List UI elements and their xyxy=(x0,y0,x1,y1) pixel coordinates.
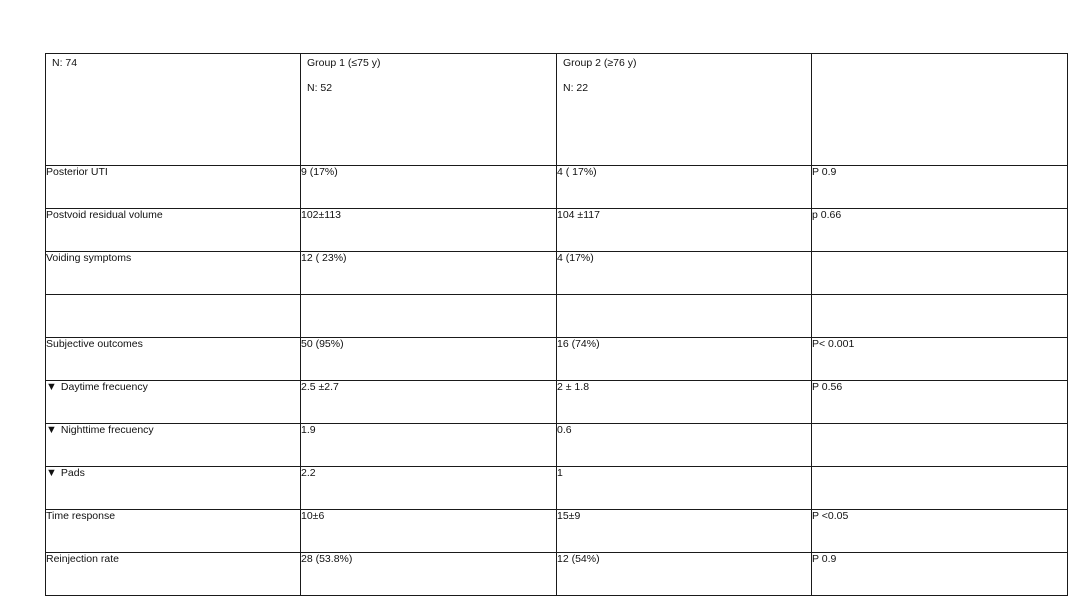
table-row xyxy=(46,338,1068,381)
header-cell-group1 xyxy=(301,54,557,166)
table-row xyxy=(46,553,1068,596)
table-row xyxy=(46,166,1068,209)
group1-value: 50 (95%) xyxy=(301,338,557,381)
group1-title: Group 1 (≤75 y) xyxy=(307,57,381,69)
group2-value: 1 xyxy=(557,467,812,510)
header-cell-group2 xyxy=(557,54,812,166)
group1-value: 10±6 xyxy=(301,510,557,553)
group1-value: 28 (53.8%) xyxy=(301,553,557,596)
row-label: Voiding symptoms xyxy=(46,252,301,295)
header-cell-total xyxy=(46,54,301,166)
group2-n: N: 22 xyxy=(563,82,589,94)
table-row-empty xyxy=(46,295,1068,338)
row-label: Reinjection rate xyxy=(46,553,301,596)
group2-value: 4 ( 17%) xyxy=(557,166,812,209)
table-row xyxy=(46,209,1068,252)
p-value: p 0.66 xyxy=(812,209,1068,252)
group2-title: Group 2 (≥76 y) xyxy=(563,57,637,69)
pvalue-header xyxy=(812,54,1067,57)
group2-value: 0.6 xyxy=(557,424,812,467)
row-label: Postvoid residual volume xyxy=(46,209,301,252)
row-label xyxy=(46,295,301,338)
group1-value: 2.5 ±2.7 xyxy=(301,381,557,424)
row-label: Pads xyxy=(60,467,85,479)
group2-value: 2 ± 1.8 xyxy=(557,381,812,424)
group1-value: 12 ( 23%) xyxy=(301,252,557,295)
table-row xyxy=(46,467,1068,510)
group1-value: 2.2 xyxy=(301,467,557,510)
p-value: P 0.56 xyxy=(812,381,1068,424)
group2-value: 104 ±117 xyxy=(557,209,812,252)
p-value xyxy=(812,295,1068,338)
row-label: Time response xyxy=(46,510,301,553)
table-row xyxy=(46,252,1068,295)
row-label: Posterior UTI xyxy=(46,166,301,209)
row-label-cell xyxy=(46,467,301,510)
group2-value: 16 (74%) xyxy=(557,338,812,381)
row-label-cell xyxy=(46,381,301,424)
group1-n: N: 52 xyxy=(307,82,333,94)
row-label: Subjective outcomes xyxy=(46,338,301,381)
table-row xyxy=(46,510,1068,553)
down-triangle-icon: ▼ xyxy=(46,381,57,393)
results-table xyxy=(45,53,1068,596)
p-value: P 0.9 xyxy=(812,553,1068,596)
table-row xyxy=(46,381,1068,424)
down-triangle-icon: ▼ xyxy=(46,424,57,436)
table-row xyxy=(46,424,1068,467)
p-value xyxy=(812,467,1068,510)
down-triangle-icon: ▼ xyxy=(46,467,57,479)
group1-value: 1.9 xyxy=(301,424,557,467)
p-value: P <0.05 xyxy=(812,510,1068,553)
group2-value: 4 (17%) xyxy=(557,252,812,295)
row-label: Daytime frecuency xyxy=(60,381,148,393)
p-value xyxy=(812,424,1068,467)
table-header-row xyxy=(46,54,1068,166)
group1-value xyxy=(301,295,557,338)
group2-value: 15±9 xyxy=(557,510,812,553)
group2-value xyxy=(557,295,812,338)
row-label-cell xyxy=(46,424,301,467)
header-cell-pvalue xyxy=(812,54,1068,166)
p-value xyxy=(812,252,1068,295)
total-n-label: N: 74 xyxy=(52,57,78,69)
group1-value: 9 (17%) xyxy=(301,166,557,209)
p-value: P 0.9 xyxy=(812,166,1068,209)
p-value: P< 0.001 xyxy=(812,338,1068,381)
row-label: Nighttime frecuency xyxy=(60,424,154,436)
group2-value: 12 (54%) xyxy=(557,553,812,596)
group1-value: 102±113 xyxy=(301,209,557,252)
